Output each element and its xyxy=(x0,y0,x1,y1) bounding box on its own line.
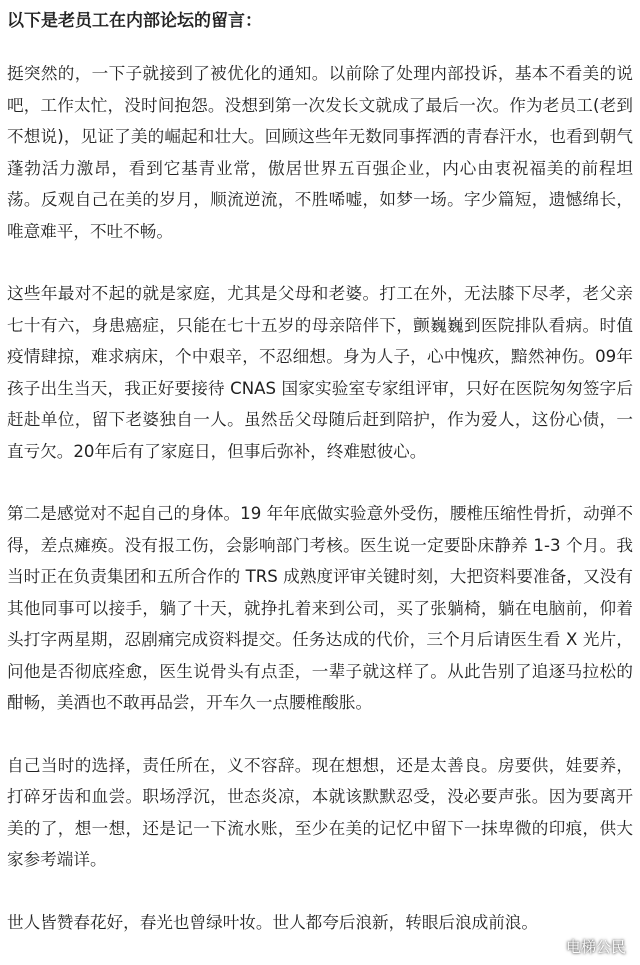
paragraph-3: 第二是感觉对不起自己的身体。19 年年底做实验意外受伤，腰椎压缩性骨折，动弹不得，差点瘫痪。没有报工伤，会影响部门考核。医生说一定要卧床静养 1-3 个月。我当时正在负责集团和五所合作的 TRS 成熟度评审关键时刻，大把资料要准备，又没有其他同事可以接手，躺了十天，就挣扎着来到公司，买了张躺椅，躺在电脑前，仰着头打字两星期，忍剧痛完成资料提交。任务达成的代价，三个月后请医生看 X 光片，问他是否彻底痊愈，医生说骨头有点歪，一辈子就这样了。从此告别了追逐马拉松的酣畅，美酒也不敢再品尝，开车久一点腰椎酸胀。 xyxy=(7,504,633,712)
wechat-icon xyxy=(534,935,560,957)
watermark-label: 电梯公民 xyxy=(565,937,626,956)
paragraph-2: 这些年最对不起的就是家庭，尤其是父母和老婆。打工在外，无法膝下尽孝，老父亲七十有六，身患癌症，只能在七十五岁的母亲陪伴下，颤巍巍到医院排队看病。时值疫情肆掠，难求病床，个中艰辛，不忍细想。身为人子，心中愧疚，黯然神伤。09年孩子出生当天，我正好要接待 CNAS 国家实验室专家组评审，只好在医院匆匆签字后赶赴单位，留下老婆独自一人。虽然岳父母随后赶到陪护，作为爱人，这份心债，一直亏欠。20年后有了家庭日，但事后弥补，终难慰彼心。 xyxy=(7,284,633,461)
article-heading: 以下是老员工在内部论坛的留言： xyxy=(7,11,262,31)
watermark xyxy=(530,933,630,959)
paragraph-5: 世人皆赞春花好，春光也曾绿叶妆。世人都夸后浪新，转眼后浪成前浪。 xyxy=(7,912,538,932)
article xyxy=(7,0,633,938)
paragraph-4: 自己当时的选择，责任所在，义不容辞。现在想想，还是太善良。房要供，娃要养，打碎牙齿和血尝。职场浮沉，世态炎凉，本就该默默忍受，没必要声张。因为要离开美的了，想一想，还是记一下流水账，至少在美的记忆中留下一抹卑微的印痕，供大家参考端详。 xyxy=(7,755,633,869)
paragraph-1: 挺突然的，一下子就接到了被优化的通知。以前除了处理内部投诉，基本不看美的说吧，工作太忙，没时间抱怨。没想到第一次发长文就成了最后一次。作为老员工(老到不想说)，见证了美的崛起和壮大。回顾这些年无数同事挥洒的青春汗水，也看到朝气蓬勃活力激昂，看到它基青业常，傲居世界五百强企业，内心由衷祝福美的前程坦荡。反观自己在美的岁月，顺流逆流，不胜唏嘘，如梦一场。字少篇短，遗憾绵长，唯意难平，不吐不畅。 xyxy=(7,64,633,241)
